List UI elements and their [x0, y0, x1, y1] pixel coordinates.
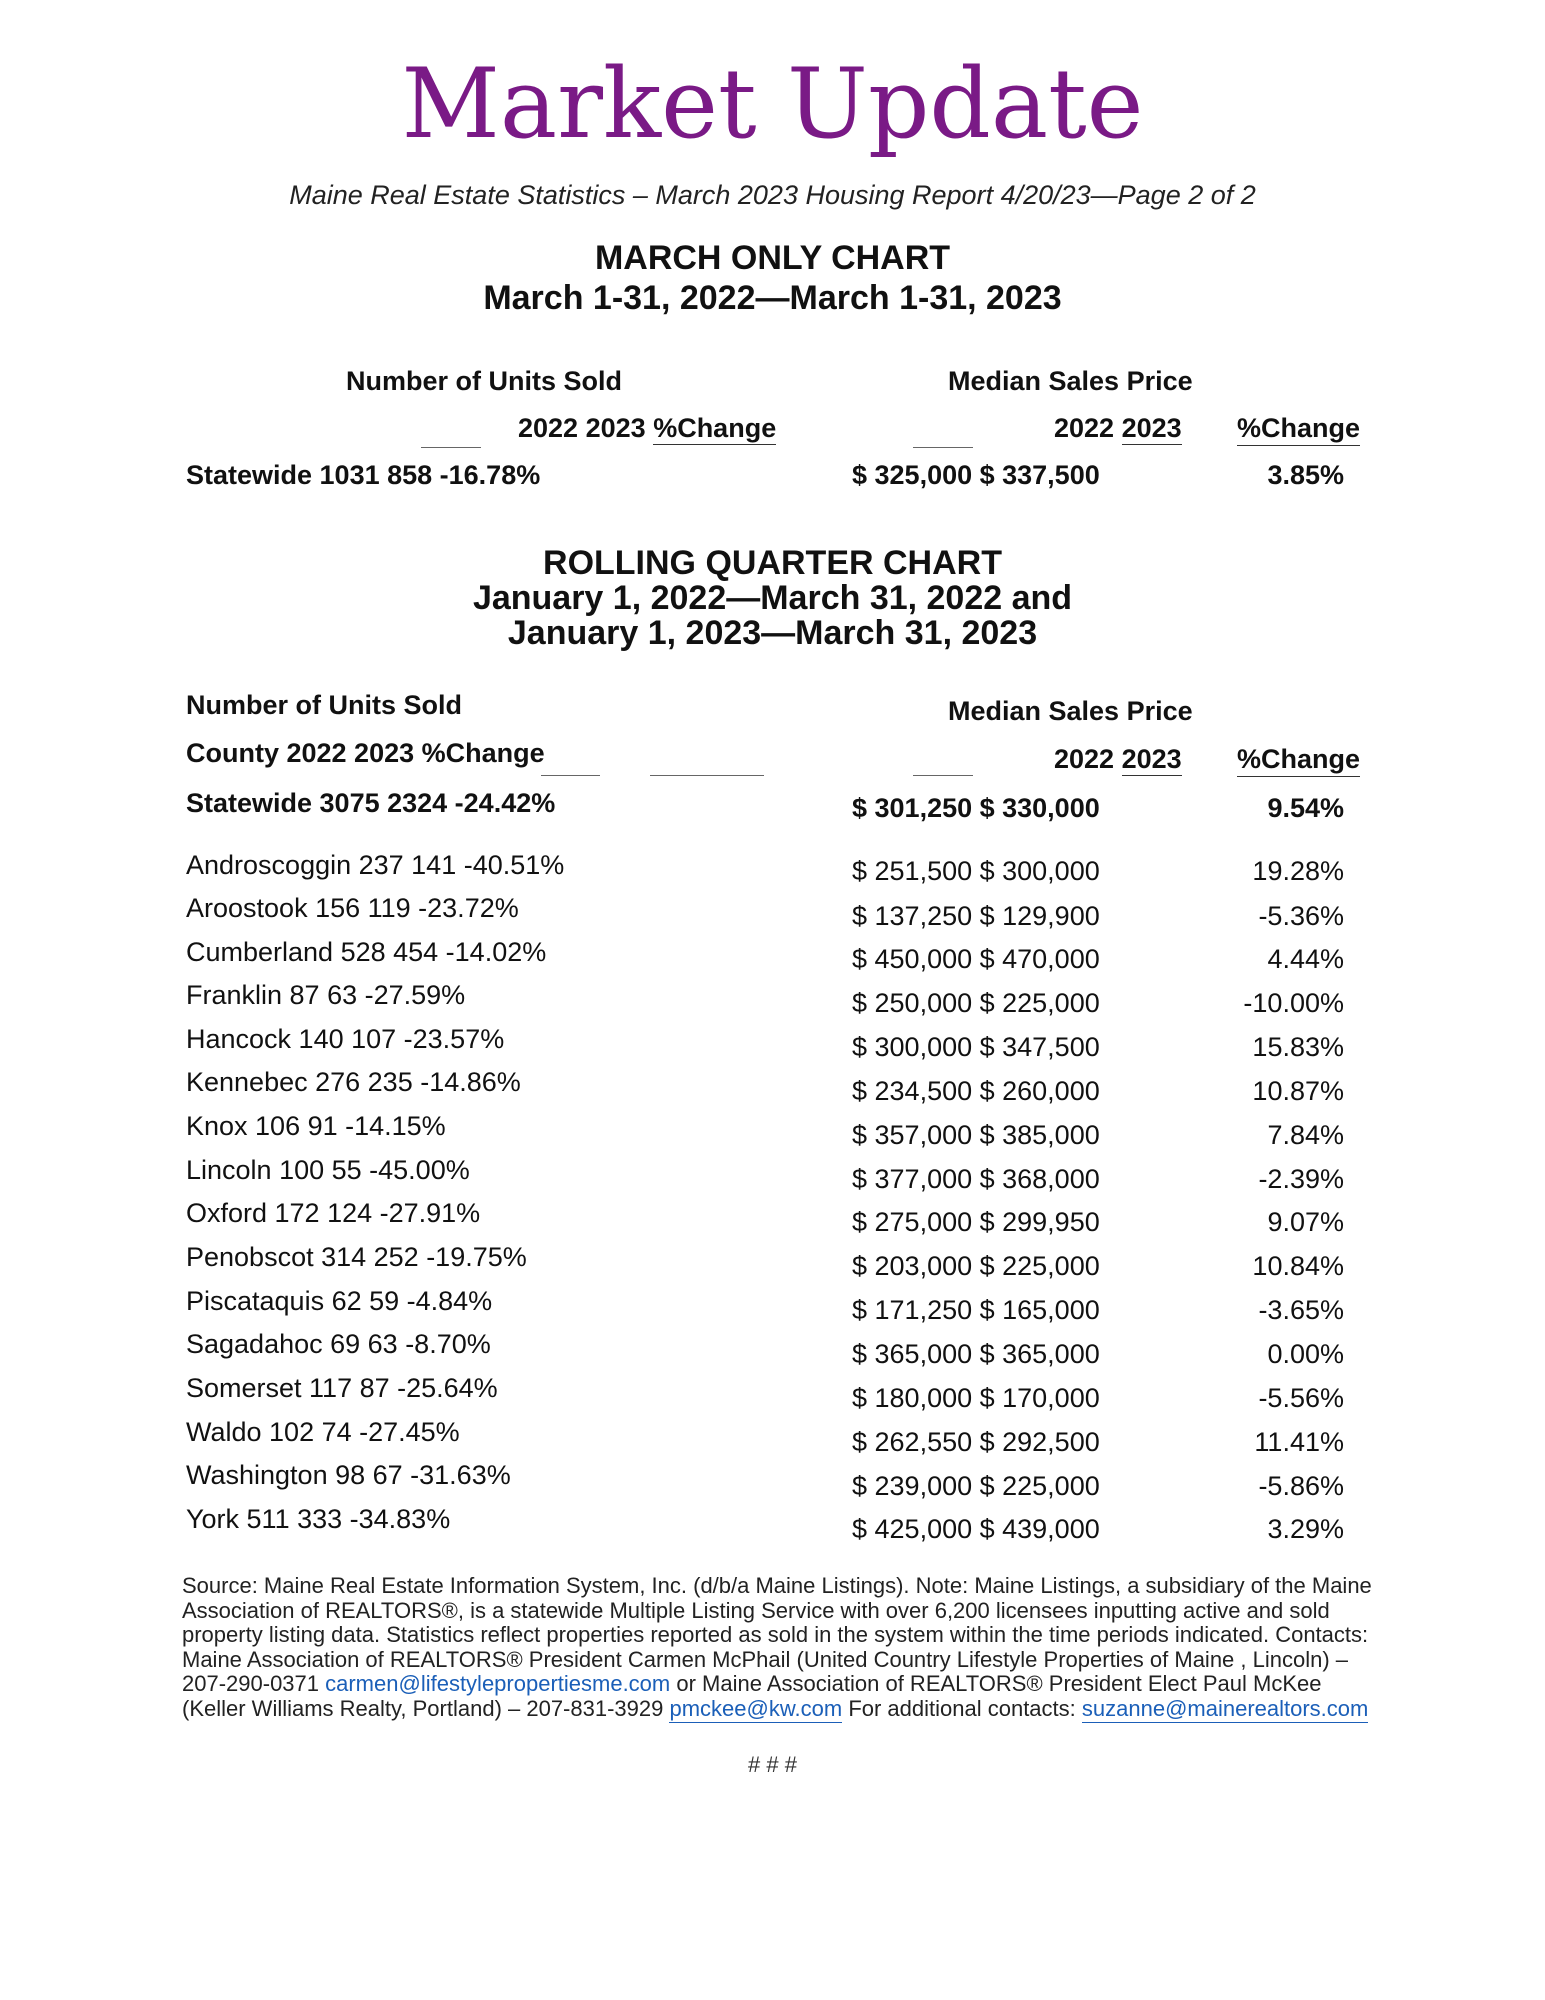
march-statewide-units: Statewide 1031 858 -16.78%: [186, 460, 541, 490]
county-units-row: Oxford 172 124 -27.91%: [186, 1198, 481, 1228]
county-units-row: Penobscot 314 252 -19.75%: [186, 1242, 527, 1272]
county-change-row: 10.87%: [1252, 1076, 1344, 1106]
county-change-row: -5.36%: [1258, 901, 1344, 931]
county-units-row: Franklin 87 63 -27.59%: [186, 980, 466, 1010]
county-prices-row: $ 171,250 $ 165,000: [852, 1295, 1100, 1325]
county-change-row: -2.39%: [1258, 1164, 1344, 1194]
blank-underline: [541, 775, 600, 776]
county-units-row: Cumberland 528 454 -14.02%: [186, 937, 547, 967]
county-change-row: -10.00%: [1243, 988, 1344, 1018]
county-change-row: 7.84%: [1267, 1120, 1344, 1150]
blank-underline: [913, 447, 973, 448]
county-prices-row: $ 377,000 $ 368,000: [852, 1164, 1100, 1194]
county-prices-row: $ 180,000 $ 170,000: [852, 1383, 1100, 1413]
county-units-row: Piscataquis 62 59 -4.84%: [186, 1286, 493, 1316]
source-text: Source: Maine Real Estate Information System, Inc. (d/b/a Maine Listings). Note: Maine Listings, a subsidiary of the Maine Association of REALTORS®, is a statewide Multiple Listing Service with over 6,200 licensees inputting active and sold property listing data. Statistics reflect properties reported as sold in the system within the time periods indicated. Contacts: Maine Association of REALTORS® President Carmen McPhail (United Country Lifestyle Properties of Maine , Lincoln) – 207-290-0371: [182, 1573, 1372, 1696]
end-mark: # # #: [748, 1752, 797, 1777]
email-link-carmen[interactable]: carmen@lifestylepropertiesme.com: [325, 1671, 671, 1696]
county-change-row: 4.44%: [1267, 944, 1344, 974]
county-change-row: 11.41%: [1254, 1427, 1344, 1457]
col-2022: 2022: [1054, 413, 1115, 443]
source-text: or Maine Association of REALTORS® President Elect Paul McKee (Keller Williams Realty, Portland) – 207-831-3929: [182, 1671, 1322, 1721]
county-units-row: Aroostook 156 119 -23.72%: [186, 893, 519, 923]
march-units-header: Number of Units Sold: [346, 366, 622, 396]
county-units-row: Knox 106 91 -14.15%: [186, 1111, 446, 1141]
county-prices-row: $ 203,000 $ 225,000: [852, 1251, 1100, 1281]
county-change-row: -3.65%: [1258, 1295, 1344, 1325]
county-units-row: Washington 98 67 -31.63%: [186, 1460, 511, 1490]
county-units-row: Hancock 140 107 -23.57%: [186, 1024, 505, 1054]
county-units-row: Sagadahoc 69 63 -8.70%: [186, 1329, 491, 1359]
march-chart-date-range: March 1-31, 2022—March 1-31, 2023: [483, 279, 1062, 317]
blank-underline: [421, 447, 481, 448]
county-prices-row: $ 300,000 $ 347,500: [852, 1032, 1100, 1062]
county-change-row: 10.84%: [1252, 1251, 1344, 1281]
col-2022: 2022: [1054, 744, 1115, 774]
county-units-row: Waldo 102 74 -27.45%: [186, 1417, 460, 1447]
report-subtitle: Maine Real Estate Statistics – March 2023 Housing Report 4/20/23—Page 2 of 2: [289, 180, 1256, 210]
county-change-row: 0.00%: [1267, 1339, 1344, 1369]
col-change: %Change: [653, 413, 777, 443]
county-prices-row: $ 262,550 $ 292,500: [852, 1427, 1100, 1457]
county-prices-row: $ 275,000 $ 299,950: [852, 1207, 1100, 1237]
col-2022: 2022: [518, 413, 579, 443]
rolling-statewide-units: Statewide 3075 2324 -24.42%: [186, 788, 556, 818]
county-prices-row: $ 234,500 $ 260,000: [852, 1076, 1100, 1106]
county-change-row: 9.07%: [1267, 1207, 1344, 1237]
county-prices-row: $ 137,250 $ 129,900: [852, 901, 1100, 931]
rolling-statewide-prices: $ 301,250 $ 330,000: [852, 793, 1100, 823]
rolling-chart-heading: ROLLING QUARTER CHART: [543, 544, 1002, 582]
county-prices-row: $ 357,000 $ 385,000: [852, 1120, 1100, 1150]
county-prices-row: $ 250,000 $ 225,000: [852, 988, 1100, 1018]
county-change-row: 19.28%: [1252, 856, 1344, 886]
county-prices-row: $ 450,000 $ 470,000: [852, 944, 1100, 974]
blank-underline: [650, 775, 764, 776]
county-prices-row: $ 251,500 $ 300,000: [852, 856, 1100, 886]
county-prices-row: $ 239,000 $ 225,000: [852, 1471, 1100, 1501]
source-text: For additional contacts:: [842, 1695, 1082, 1721]
rolling-units-header: Number of Units Sold: [186, 690, 462, 720]
page-title: Market Update: [401, 48, 1144, 160]
county-units-row: Kennebec 276 235 -14.86%: [186, 1067, 521, 1097]
col-2023: 2023: [1121, 413, 1182, 443]
county-columns-header: County 2022 2023 %Change: [186, 738, 545, 768]
col-change: %Change: [1237, 744, 1360, 777]
county-change-row: 3.29%: [1267, 1514, 1344, 1544]
county-units-row: Lincoln 100 55 -45.00%: [186, 1155, 470, 1185]
march-chart-heading: MARCH ONLY CHART: [594, 239, 951, 277]
email-link-suzanne[interactable]: suzanne@mainerealtors.com: [1081, 1695, 1369, 1721]
col-2023: 2023: [585, 413, 646, 443]
rolling-chart-range-2023: January 1, 2023—March 31, 2023: [507, 614, 1038, 652]
march-units-columns: [518, 413, 776, 444]
march-statewide-change: 3.85%: [1267, 460, 1344, 490]
rolling-price-columns: [1054, 744, 1182, 775]
county-prices-row: $ 365,000 $ 365,000: [852, 1339, 1100, 1369]
county-units-row: Somerset 117 87 -25.64%: [186, 1373, 498, 1403]
county-change-row: 15.83%: [1252, 1032, 1344, 1062]
march-price-header: Median Sales Price: [948, 366, 1193, 396]
county-units-row: York 511 333 -34.83%: [186, 1504, 451, 1534]
county-change-row: -5.86%: [1258, 1471, 1344, 1501]
email-link-pmckee[interactable]: pmckee@kw.com: [669, 1695, 843, 1721]
march-price-columns: [1054, 413, 1182, 444]
county-change-row: -5.56%: [1258, 1383, 1344, 1413]
rolling-statewide-change: 9.54%: [1267, 793, 1344, 823]
county-units-row: Androscoggin 237 141 -40.51%: [186, 850, 565, 880]
march-statewide-prices: $ 325,000 $ 337,500: [852, 460, 1100, 490]
blank-underline: [913, 775, 973, 776]
county-prices-row: $ 425,000 $ 439,000: [852, 1514, 1100, 1544]
col-2023: 2023: [1121, 744, 1182, 774]
col-change: %Change: [1237, 413, 1360, 446]
rolling-price-header: Median Sales Price: [948, 696, 1193, 726]
rolling-chart-range-2022: January 1, 2022—March 31, 2022 and: [472, 579, 1073, 617]
source-note: [182, 1574, 1372, 1721]
